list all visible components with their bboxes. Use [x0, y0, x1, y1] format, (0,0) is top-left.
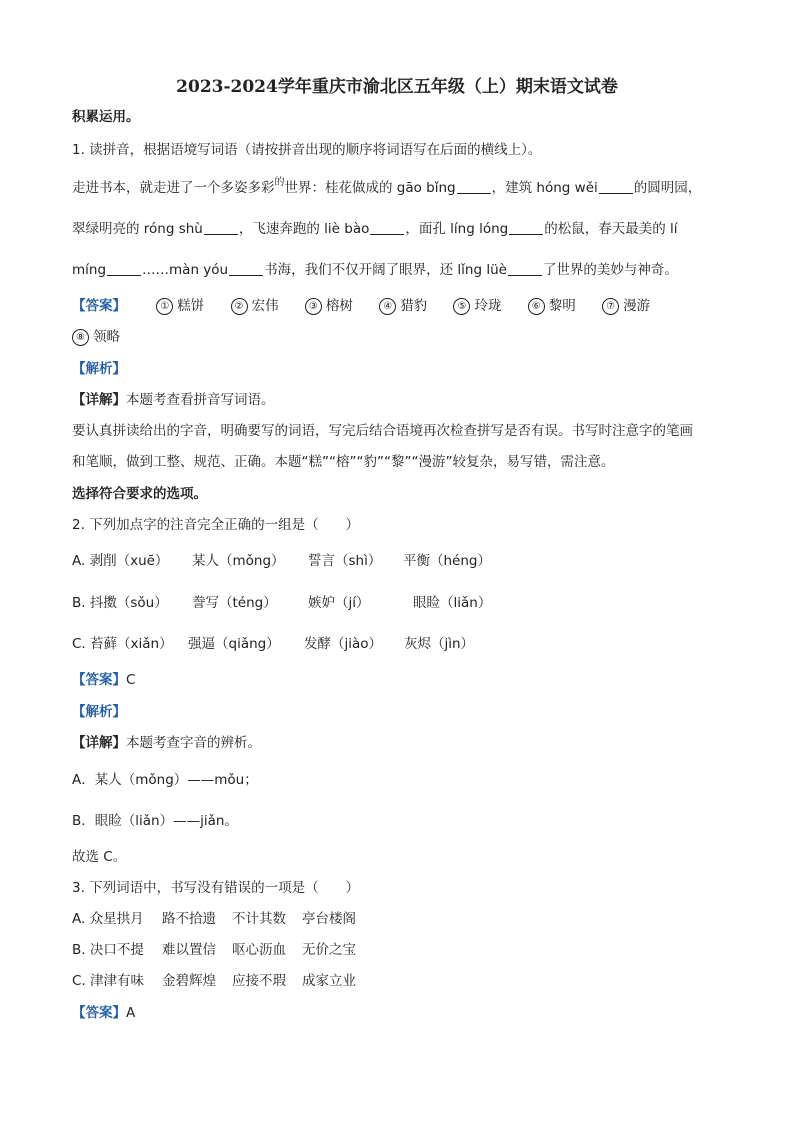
- q2-detail-b: B．眼睑（liǎn）——jiǎn。: [72, 813, 238, 829]
- option-item: A. 剥削（xuē）: [72, 553, 169, 569]
- answer-item: ⑧ 领略: [72, 327, 120, 347]
- q1-prompt: 1. 读拼音，根据语境写词语（请按拼音出现的顺序将词语写在后面的横线上）。: [72, 142, 542, 158]
- q1-text-line-2: 翠绿明亮的 róng shù ，飞速奔跑的 liè bào ，面孔 líng lóng 的松鼠，春天最美的 lí: [72, 221, 678, 237]
- q2-conclusion: 故选 C。: [72, 849, 127, 865]
- option-item: 平衡（héng）: [403, 553, 491, 569]
- option-item: 誊写（téng）: [192, 595, 277, 611]
- option-item: 眼睑（liǎn）: [413, 595, 492, 611]
- option-item: 嫉妒（jí）: [308, 595, 370, 611]
- q3-prompt: 3. 下列词语中，书写没有错误的一项是（ ）: [72, 880, 360, 896]
- option-item: B. 抖擞（sǒu）: [72, 595, 168, 611]
- q1-text-line-1: 走进书本，就走进了一个多姿多彩$^的$世界：桂花做成的 gāo bǐng ，建筑 hóng wěi 的圆明园，: [72, 177, 702, 196]
- label-tag: 【答案】: [72, 1005, 126, 1021]
- circled-number: ⑥: [528, 298, 545, 315]
- circled-number: ⑤: [453, 298, 470, 315]
- answer-blank: [599, 179, 633, 194]
- option-item: 不计其数: [232, 911, 286, 927]
- answer-item: ⑤ 玲珑: [453, 296, 501, 316]
- option-item: 成家立业: [302, 973, 356, 989]
- answer-item: ⑥ 黎明: [528, 296, 576, 316]
- option-item: 灰烬（jìn）: [404, 636, 475, 652]
- q3-answer: 【答案】A: [72, 1005, 136, 1021]
- section-heading-choice: 选择符合要求的选项。: [72, 486, 207, 502]
- answer-blank: [229, 261, 263, 276]
- option-item: 应接不瑕: [232, 973, 286, 989]
- option-item: C. 苔藓（xiǎn）: [72, 636, 173, 652]
- answer-blank: [204, 220, 238, 235]
- q1-explanation-2: 和笔顺，做到工整、规范、正确。本题“糕”“榕”“豹”“黎”“漫游”较复杂，易写错，需注意。: [72, 454, 615, 470]
- q1-answer-line-2: [72, 327, 142, 347]
- answer-item: ② 宏伟: [231, 296, 279, 316]
- answer-blank: [107, 261, 141, 276]
- option-item: 某人（mǒng）: [192, 553, 285, 569]
- answer-item: ③ 榕树: [305, 296, 353, 316]
- q2-detail: 【详解】本题考查字音的辨析。: [72, 735, 261, 751]
- q2-option-a: [72, 551, 491, 571]
- option-item: 亭台楼阁: [302, 911, 356, 927]
- answer-blank: [457, 179, 491, 194]
- answer-blank: [508, 261, 542, 276]
- q2-option-b: [72, 593, 491, 613]
- option-item: B. 决口不提: [72, 942, 144, 958]
- option-item: 无价之宝: [302, 942, 356, 958]
- option-item: C. 津津有味: [72, 973, 145, 989]
- page-title: 2023-2024学年重庆市渝北区五年级（上）期末语文试卷: [176, 77, 618, 97]
- circled-number: ⑦: [602, 298, 619, 315]
- q2-prompt: 2. 下列加点字的注音完全正确的一组是（ ）: [72, 517, 360, 533]
- q1-detail: 【详解】本题考查看拼音写词语。: [72, 392, 275, 408]
- answer-item: ④ 猎豹: [379, 296, 427, 316]
- option-item: 金碧辉煌: [162, 973, 216, 989]
- q2-option-c: [72, 634, 474, 654]
- q3-option-b: [72, 940, 356, 960]
- answer-item: ⑦ 漫游: [602, 296, 650, 316]
- option-item: 呕心沥血: [232, 942, 286, 958]
- option-item: 发酵（jiào）: [304, 636, 383, 652]
- answer-tag: 【答案】: [72, 298, 126, 314]
- answer-blank: [370, 220, 404, 235]
- option-item: 路不拾遗: [162, 911, 216, 927]
- circled-number: ①: [156, 298, 173, 315]
- option-item: 强逼（qiǎng）: [188, 636, 280, 652]
- label-tag: 【答案】: [72, 672, 126, 688]
- q1-text-line-3: míng ……màn yóu 书海，我们不仅开阔了眼界，还 lǐng lüè 了世界的美妙与神奇。: [72, 262, 678, 278]
- answer-blank: [509, 220, 543, 235]
- circled-number: ②: [231, 298, 248, 315]
- option-item: 誓言（shì）: [308, 553, 382, 569]
- circled-number: ④: [379, 298, 396, 315]
- section-heading-accumulation: 积累运用。: [72, 109, 140, 125]
- analysis-tag: 【解析】: [72, 361, 126, 377]
- superscript-char: 的: [274, 177, 285, 188]
- q3-option-c: [72, 971, 356, 991]
- option-item: 难以置信: [162, 942, 216, 958]
- option-item: A. 众星拱月: [72, 911, 144, 927]
- q2-detail-a: A．某人（mǒng）——mǒu；: [72, 772, 258, 788]
- q1-explanation-1: 要认真拼读给出的字音，明确要写的词语，写完后结合语境再次检查拼写是否有误。书写时注意字的笔画: [72, 423, 693, 439]
- analysis-tag: 【解析】: [72, 704, 126, 720]
- q2-answer: 【答案】C: [72, 672, 136, 688]
- q1-answer-line-1: [72, 296, 650, 316]
- q3-option-a: [72, 909, 356, 929]
- circled-number: ⑧: [72, 329, 89, 346]
- circled-number: ③: [305, 298, 322, 315]
- answer-item: ① 糕饼: [156, 296, 204, 316]
